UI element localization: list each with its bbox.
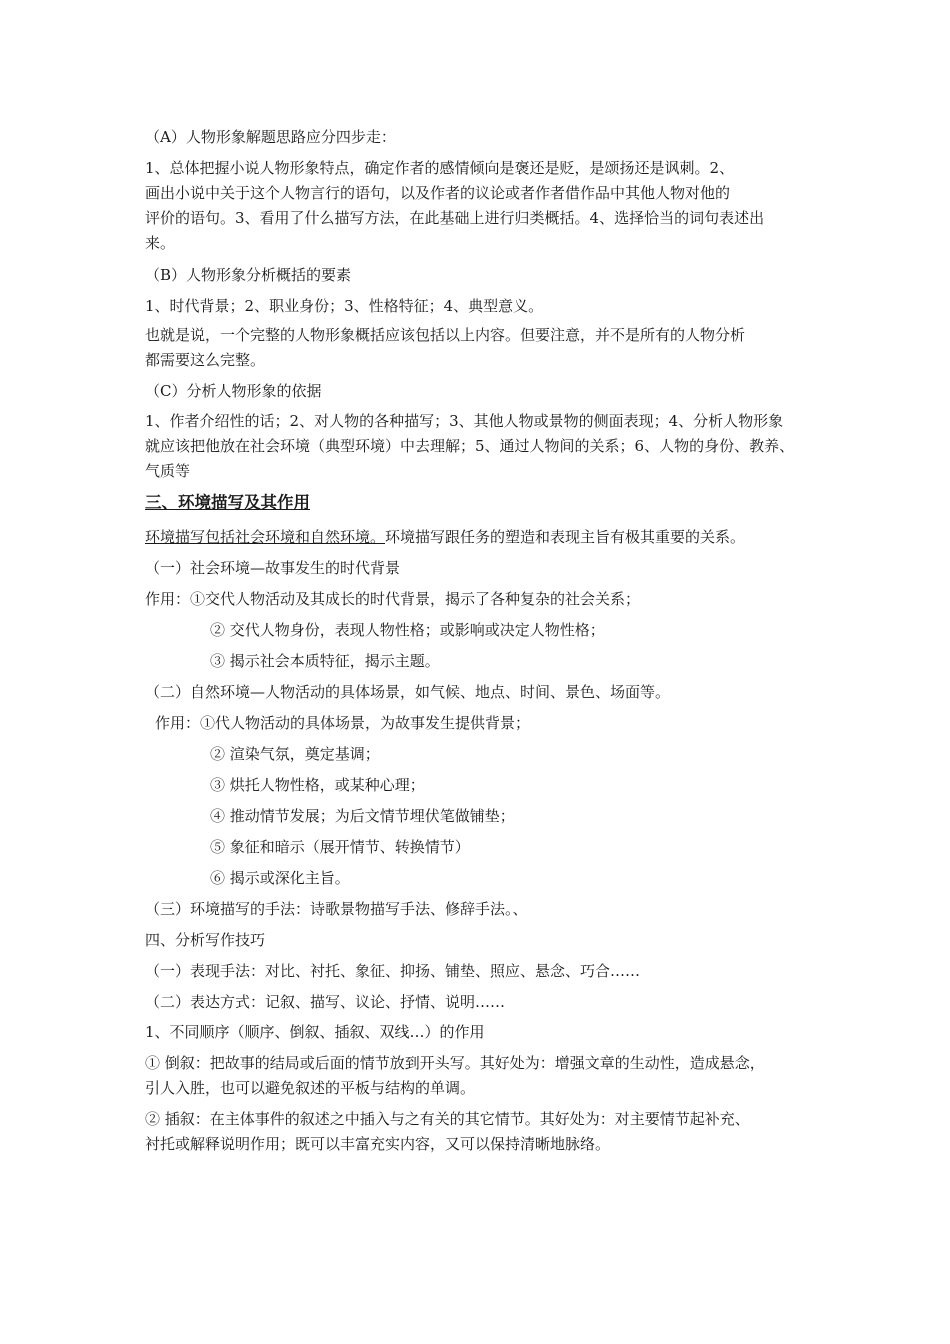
paragraph-line: 1、作者介绍性的话；2、对人物的各种描写；3、其他人物或景物的侧面表现；4、分析人物形象 <box>145 412 784 430</box>
function-item: 作用：①代人物活动的具体场景，为故事发生提供背景； <box>155 714 531 732</box>
subsection-title: （二）表达方式：记叙、描写、议论、抒情、说明…… <box>145 993 506 1011</box>
intro-rest: 环境描写跟任务的塑造和表现主旨有极其重要的关系。 <box>385 528 746 546</box>
section-a-title: （A）人物形象解题思路应分四步走： <box>145 128 396 146</box>
function-item: ⑤ 象征和暗示（展开情节、转换情节） <box>210 838 470 856</box>
section-c-title: （C）分析人物形象的依据 <box>145 382 322 400</box>
paragraph-line: 就应该把他放在社会环境（典型环境）中去理解；5、通过人物间的关系；6、人物的身份、教养、 <box>145 437 795 455</box>
subsection-title: （二）自然环境—人物活动的具体场景，如气候、地点、时间、景色、场面等。 <box>145 683 671 701</box>
function-item: ③ 揭示社会本质特征，揭示主题。 <box>210 652 440 670</box>
paragraph-line: 引人入胜，也可以避免叙述的平板与结构的单调。 <box>145 1079 476 1097</box>
paragraph-line: ① 倒叙：把故事的结局或后面的情节放到开头写。其好处为：增强文章的生动性，造成悬念， <box>145 1054 765 1072</box>
function-item: 作用：①交代人物活动及其成长的时代背景，揭示了各种复杂的社会关系； <box>145 590 641 608</box>
paragraph-line: 1、总体把握小说人物形象特点，确定作者的感情倾向是褒还是贬，是颂扬还是讽刺。2、 <box>145 159 735 177</box>
paragraph-line: ② 插叙：在主体事件的叙述之中插入与之有关的其它情节。其好处为：对主要情节起补充、 <box>145 1110 750 1128</box>
section-heading: 四、分析写作技巧 <box>145 931 266 949</box>
section-heading: 三、环境描写及其作用 <box>145 493 310 512</box>
function-item: ② 交代人物身份，表现人物性格；或影响或决定人物性格； <box>210 621 605 639</box>
paragraph-line: 画出小说中关于这个人物言行的语句，以及作者的议论或者作者借作品中其他人物对他的 <box>145 184 731 202</box>
function-item: ⑥ 揭示或深化主旨。 <box>210 869 350 887</box>
subsection-title: （三）环境描写的手法：诗歌景物描写手法、修辞手法。、 <box>145 900 528 918</box>
paragraph-line: 气质等 <box>145 462 191 480</box>
order-line: 1、不同顺序（顺序、倒叙、插叙、双线…）的作用 <box>145 1023 485 1041</box>
subsection-title: （一）表现手法：对比、衬托、象征、抑扬、铺垫、照应、悬念、巧合…… <box>145 962 641 980</box>
underlined-text: 环境描写包括社会环境和自然环境。 <box>145 528 386 546</box>
intro-line <box>145 527 745 547</box>
paragraph-line: 衬托或解释说明作用；既可以丰富充实内容，又可以保持清晰地脉络。 <box>145 1135 611 1153</box>
function-item: ④ 推动情节发展；为后文情节埋伏笔做铺垫； <box>210 807 515 825</box>
function-item: ② 渲染气氛，奠定基调； <box>210 745 380 763</box>
elements-line: 1、时代背景；2、职业身份；3、性格特征；4、典型意义。 <box>145 297 544 315</box>
paragraph-line: 也就是说，一个完整的人物形象概括应该包括以上内容。但要注意，并不是所有的人物分析 <box>145 326 746 344</box>
paragraph-line: 来。 <box>145 234 176 252</box>
paragraph-line: 评价的语句。3、看用了什么描写方法，在此基础上进行归类概括。4、选择恰当的词句表述出 <box>145 209 765 227</box>
paragraph-line: 都需要这么完整。 <box>145 351 266 369</box>
section-b-title: （B）人物形象分析概括的要素 <box>145 266 352 284</box>
subsection-title: （一）社会环境—故事发生的时代背景 <box>145 559 401 577</box>
function-item: ③ 烘托人物性格，或某种心理； <box>210 776 425 794</box>
